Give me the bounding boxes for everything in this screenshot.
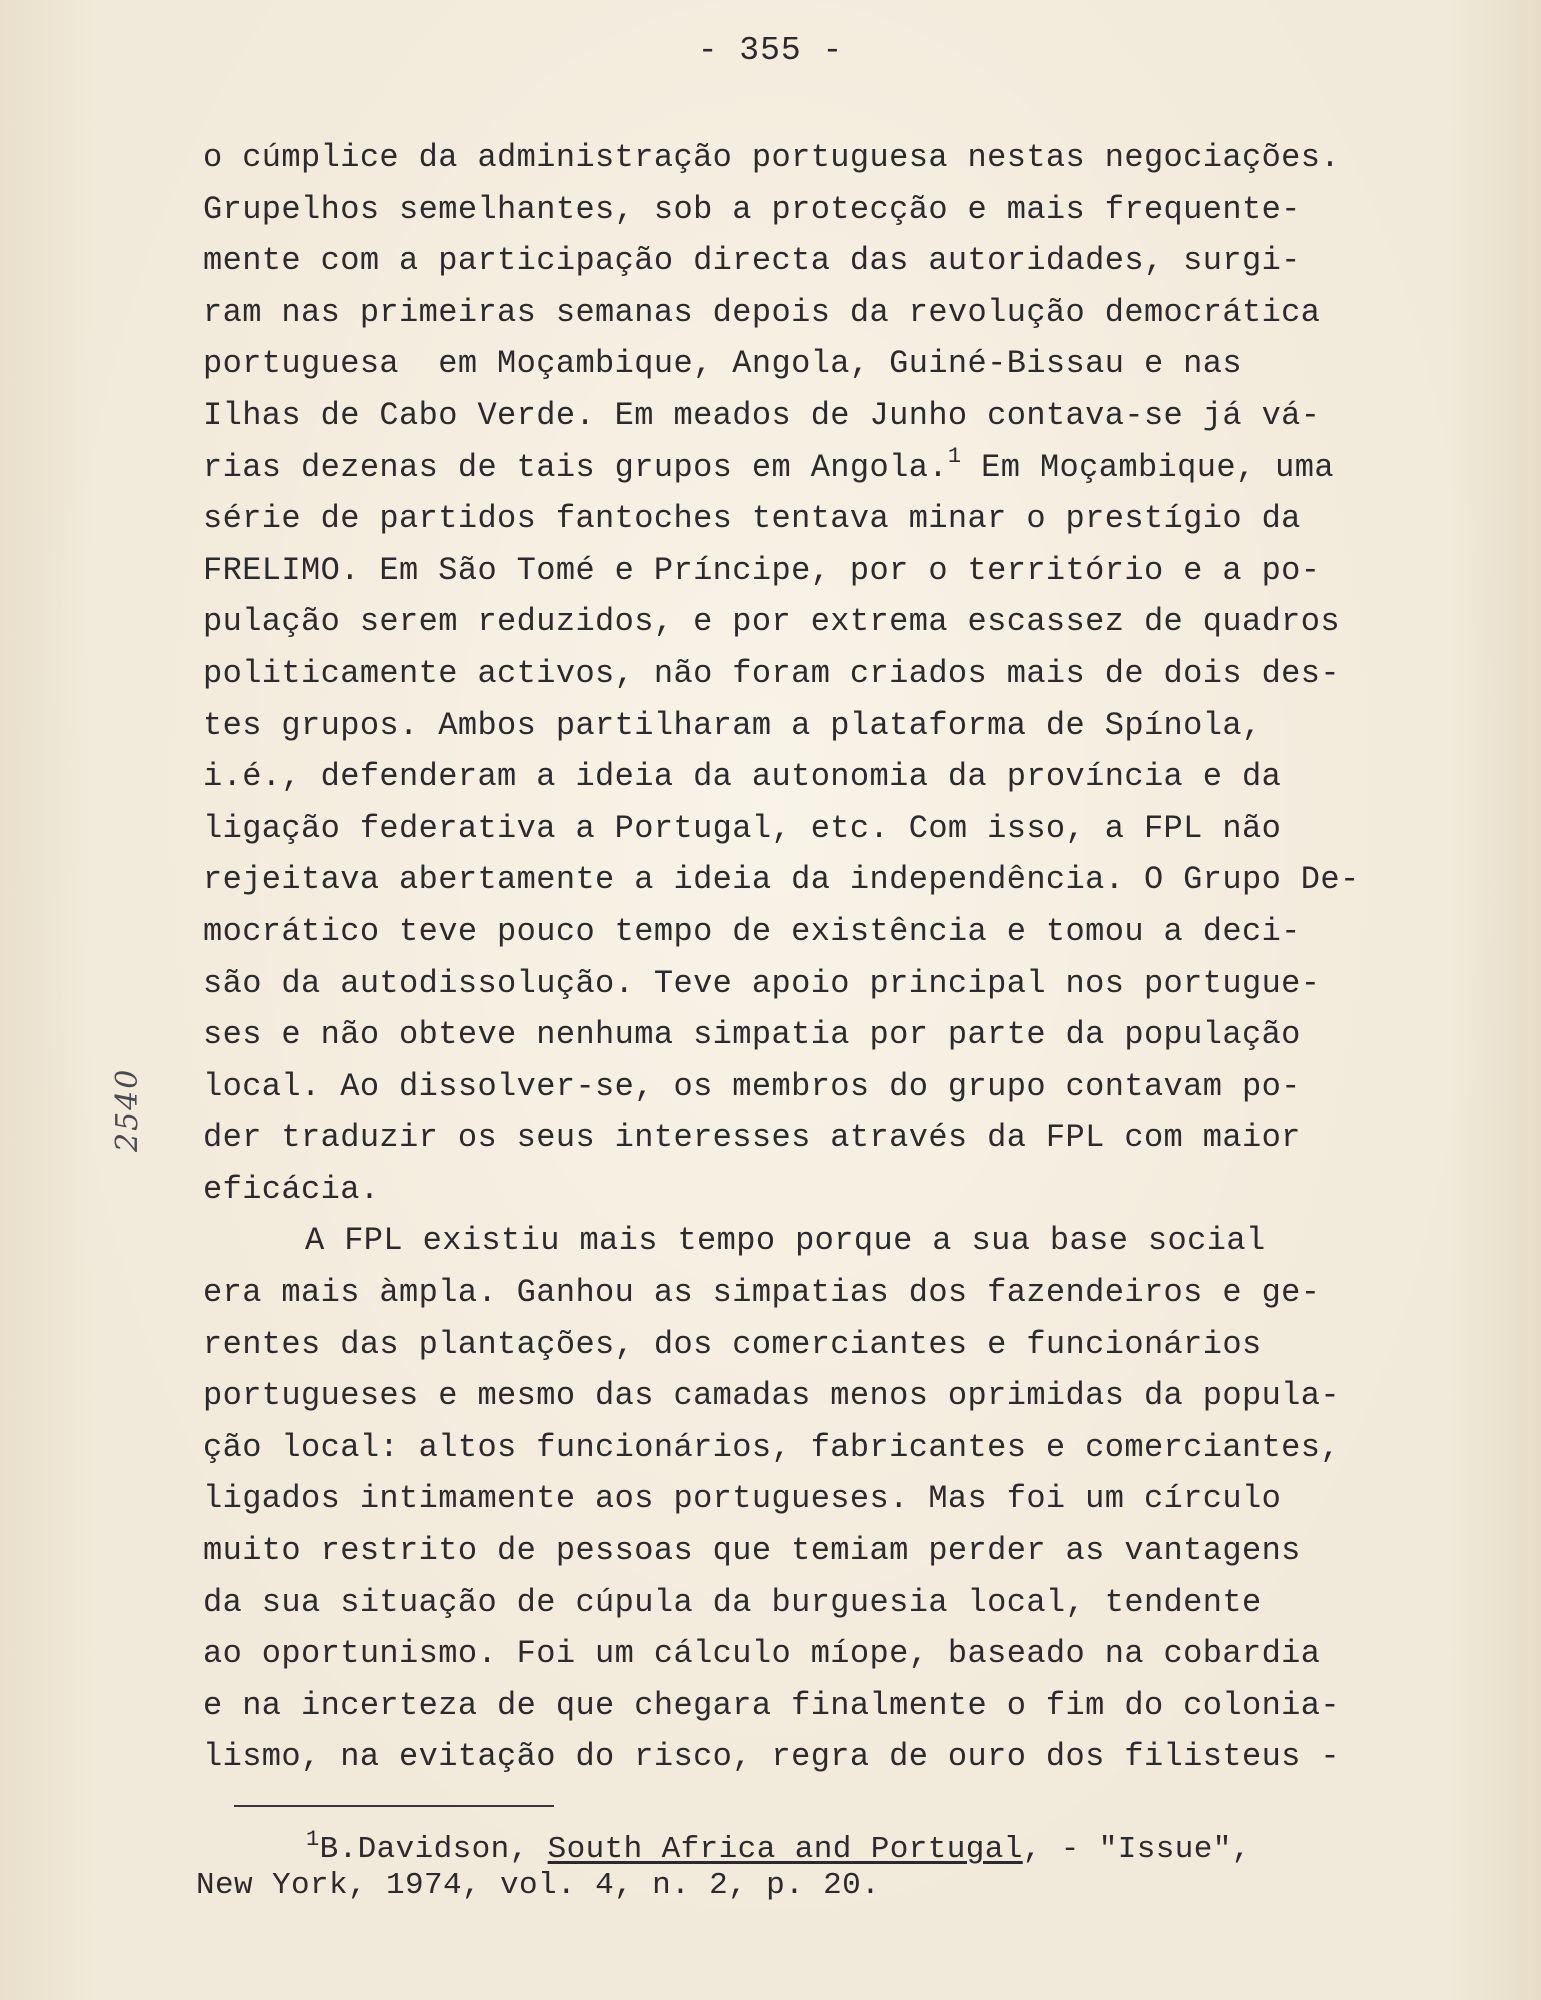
- text-line: [203, 958, 1503, 1010]
- text-line: [203, 700, 1503, 752]
- text-line-content: politicamente activos, não foram criados mais de dois des-: [203, 654, 1340, 692]
- text-line: [203, 1422, 1503, 1474]
- text-line-content: FRELIMO. Em São Tomé e Príncipe, por o território e a po-: [203, 551, 1321, 589]
- text-line-content: rias dezenas de tais grupos em Angola.: [203, 448, 948, 486]
- text-line-content: Ilhas de Cabo Verde. Em meados de Junho contava-se já vá-: [203, 396, 1321, 434]
- footnote-line-2: New York, 1974, vol. 4, n. 2, p. 20.: [196, 1868, 881, 1903]
- text-line: [203, 132, 1503, 184]
- text-line: [203, 751, 1503, 803]
- text-line: [203, 803, 1503, 855]
- text-line-content: muito restrito de pessoas que temiam perder as vantagens: [203, 1532, 1301, 1570]
- text-line: [203, 1473, 1503, 1525]
- text-line: [203, 1370, 1503, 1422]
- text-line-content: e na incerteza de que chegara finalmente o fim do colonia-: [203, 1686, 1340, 1724]
- footnote-title: South Africa and Portugal: [547, 1832, 1023, 1867]
- text-line-content: o cúmplice da administração portuguesa nestas negociações.: [203, 139, 1340, 176]
- footnote-author: B.Davidson,: [319, 1832, 548, 1867]
- text-line-content: tes grupos. Ambos partilharam a plataforma de Spínola,: [203, 706, 1262, 744]
- text-line-content: eficácia.: [203, 1170, 380, 1208]
- text-line: [203, 1680, 1503, 1732]
- text-line: [203, 1061, 1503, 1113]
- text-line: [203, 854, 1503, 906]
- footnote-reference: 1: [947, 443, 962, 469]
- footnote-line-1: [196, 1827, 1496, 1868]
- text-line-content: ao oportunismo. Foi um cálculo míope, baseado na cobardia: [203, 1635, 1321, 1673]
- text-line-content: A FPL existiu mais tempo porque a sua base social: [305, 1222, 1266, 1260]
- footnote-divider: [234, 1805, 554, 1807]
- text-line-content: mente com a participação directa das autoridades, surgi-: [203, 242, 1301, 280]
- text-line-content: portuguesa em Moçambique, Angola, Guiné-Bissau e nas: [203, 345, 1242, 383]
- text-line-content: lismo, na evitação do risco, regra de ouro dos filisteus -: [203, 1738, 1340, 1776]
- text-line: [203, 1319, 1503, 1371]
- text-line: [203, 1164, 1503, 1216]
- page-number: - 355 -: [697, 32, 844, 69]
- text-line-content: der traduzir os seus interesses através da FPL com maior: [203, 1119, 1301, 1157]
- text-line-content: ses e não obteve nenhuma simpatia por parte da população: [203, 1016, 1301, 1054]
- footnote: [196, 1827, 1496, 1904]
- text-line-content: i.é., defenderam a ideia da autonomia da província e da: [203, 758, 1282, 796]
- footnote-marker: 1: [306, 1827, 320, 1852]
- text-line-content: rejeitava abertamente a ideia da independência. O Grupo De-: [203, 861, 1360, 899]
- text-line: [203, 545, 1503, 597]
- text-line-content: ligados intimamente aos portugueses. Mas foi um círculo: [203, 1480, 1282, 1518]
- text-line: [203, 235, 1503, 287]
- text-line-content: rentes das plantações, dos comerciantes e funcionários: [203, 1325, 1262, 1363]
- text-line: [203, 906, 1503, 958]
- text-line-content: era mais àmpla. Ganhou as simpatias dos fazendeiros e ge-: [203, 1274, 1321, 1312]
- text-line: [203, 493, 1503, 545]
- text-line: [203, 1112, 1503, 1164]
- text-line: [203, 1577, 1503, 1629]
- text-line: [203, 338, 1503, 390]
- text-line: [203, 1525, 1503, 1577]
- margin-handwritten-note: 2540: [110, 1067, 145, 1152]
- body-text: [203, 132, 1503, 1783]
- text-line-content: da sua situação de cúpula da burguesia local, tendente: [203, 1583, 1262, 1621]
- text-line: [203, 648, 1503, 700]
- text-line: [203, 1215, 1503, 1267]
- text-line-content: ligação federativa a Portugal, etc. Com isso, a FPL não: [203, 809, 1282, 847]
- text-line-content: local. Ao dissolver-se, os membros do grupo contavam po-: [203, 1067, 1301, 1105]
- text-line: [203, 184, 1503, 236]
- text-line-content: mocrático teve pouco tempo de existência e tomou a deci-: [203, 912, 1301, 950]
- text-line: [203, 1731, 1503, 1783]
- text-line: [203, 596, 1503, 648]
- text-line: [203, 1009, 1503, 1061]
- text-line-content: pulação serem reduzidos, e por extrema escassez de quadros: [203, 603, 1340, 641]
- text-line-content: são da autodissolução. Teve apoio principal nos portugue-: [203, 964, 1321, 1002]
- text-line: [203, 1628, 1503, 1680]
- text-line: [203, 442, 1503, 494]
- text-line-content: série de partidos fantoches tentava minar o prestígio da: [203, 500, 1301, 538]
- text-line-content: ção local: altos funcionários, fabricantes e comerciantes,: [203, 1428, 1340, 1466]
- text-line-content: portugueses e mesmo das camadas menos oprimidas da popula-: [203, 1377, 1340, 1415]
- text-line-content: ram nas primeiras semanas depois da revolução democrática: [203, 293, 1321, 331]
- text-line: [203, 287, 1503, 339]
- text-line: [203, 1267, 1503, 1319]
- footnote-rest: , - "Issue",: [1022, 1832, 1251, 1867]
- text-line: [203, 390, 1503, 442]
- text-line-continuation: Em Moçambique, uma: [961, 448, 1334, 486]
- text-line-content: Grupelhos semelhantes, sob a protecção e mais frequente-: [203, 190, 1301, 228]
